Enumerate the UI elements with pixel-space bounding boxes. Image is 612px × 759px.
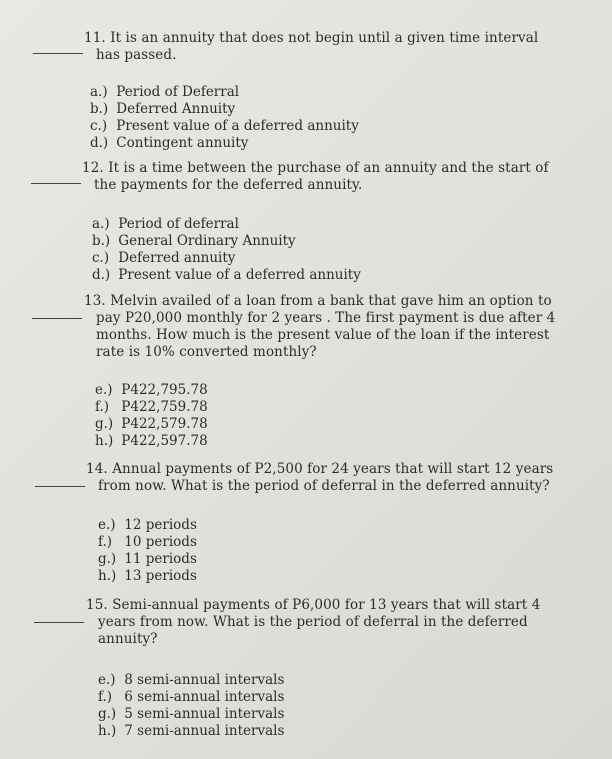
option-letter: g.) (95, 416, 114, 432)
option-letter: c.) (92, 250, 110, 266)
option-letter: b.) (92, 233, 111, 249)
question-number: 13. (84, 293, 106, 309)
question-number: 11. (84, 30, 106, 46)
option-letter: f.) (95, 399, 110, 415)
option-e[interactable] (98, 517, 197, 534)
stem-line: It is a time between the purchase of an annuity and the start of (108, 160, 549, 176)
stem-line: rate is 10% converted monthly? (96, 344, 317, 360)
option-text: Period of Deferral (116, 84, 240, 100)
answer-blank[interactable] (35, 486, 85, 487)
options-list (95, 382, 208, 450)
option-letter: h.) (95, 433, 114, 449)
option-h[interactable] (98, 568, 197, 585)
option-letter: e.) (98, 672, 116, 688)
option-g[interactable] (98, 551, 197, 568)
option-b[interactable] (90, 101, 359, 118)
stem-line: from now. What is the period of deferral in the deferred annuity? (98, 478, 550, 494)
options-list (98, 672, 284, 740)
answer-blank[interactable] (32, 318, 82, 319)
question-stem (84, 293, 555, 361)
option-h[interactable] (95, 433, 208, 450)
option-text: 5 semi-annual intervals (124, 706, 285, 722)
option-letter: g.) (98, 551, 117, 567)
answer-blank[interactable] (34, 622, 84, 623)
option-e[interactable] (98, 672, 284, 689)
option-text: 11 periods (124, 551, 197, 567)
question-stem (82, 160, 549, 194)
option-letter: b.) (90, 101, 109, 117)
option-letter: f.) (98, 689, 113, 705)
answer-blank[interactable] (31, 183, 81, 184)
option-text: Present value of a deferred annuity (116, 118, 359, 134)
question-stem (84, 30, 538, 64)
option-g[interactable] (98, 706, 284, 723)
option-letter: a.) (92, 216, 110, 232)
stem-line: has passed. (96, 47, 177, 63)
option-text: 8 semi-annual intervals (124, 672, 285, 688)
option-text: Deferred Annuity (116, 101, 236, 117)
option-text: P422,795.78 (121, 382, 208, 398)
option-h[interactable] (98, 723, 284, 740)
option-a[interactable] (92, 216, 361, 233)
question-stem (86, 461, 553, 495)
option-text: P422,759.78 (121, 399, 208, 415)
stem-line: years from now. What is the period of deferral in the deferred (98, 614, 528, 630)
option-c[interactable] (90, 118, 359, 135)
stem-line: Semi-annual payments of P6,000 for 13 years that will start 4 (112, 597, 541, 613)
option-letter: f.) (98, 534, 113, 550)
option-letter: a.) (90, 84, 108, 100)
stem-line: It is an annuity that does not begin until a given time interval (110, 30, 539, 46)
option-b[interactable] (92, 233, 361, 250)
stem-line: the payments for the deferred annuity. (94, 177, 363, 193)
question-number: 14. (86, 461, 108, 477)
option-text: P422,579.78 (121, 416, 208, 432)
option-text: Deferred annuity (118, 250, 236, 266)
answer-blank[interactable] (33, 53, 83, 54)
option-text: General Ordinary Annuity (118, 233, 296, 249)
options-list (90, 84, 359, 152)
question-stem (86, 597, 540, 648)
option-text: P422,597.78 (121, 433, 208, 449)
option-text: Contingent annuity (116, 135, 249, 151)
option-letter: h.) (98, 723, 117, 739)
option-text: Present value of a deferred annuity (118, 267, 361, 283)
option-text: 6 semi-annual intervals (124, 689, 285, 705)
option-text: 10 periods (124, 534, 197, 550)
option-a[interactable] (90, 84, 359, 101)
stem-line: Melvin availed of a loan from a bank that gave him an option to (110, 293, 552, 309)
option-d[interactable] (92, 267, 361, 284)
option-text: Period of deferral (118, 216, 239, 232)
stem-line: annuity? (98, 631, 158, 647)
stem-line: Annual payments of P2,500 for 24 years that will start 12 years (112, 461, 554, 477)
option-c[interactable] (92, 250, 361, 267)
options-list (92, 216, 361, 284)
option-letter: g.) (98, 706, 117, 722)
option-f[interactable] (95, 399, 208, 416)
options-list (98, 517, 197, 585)
question-number: 12. (82, 160, 104, 176)
option-letter: c.) (90, 118, 108, 134)
option-letter: e.) (98, 517, 116, 533)
option-text: 13 periods (124, 568, 197, 584)
stem-line: pay P20,000 monthly for 2 years . The first payment is due after 4 (96, 310, 556, 326)
stem-line: months. How much is the present value of the loan if the interest (96, 327, 550, 343)
option-f[interactable] (98, 689, 284, 706)
option-d[interactable] (90, 135, 359, 152)
option-text: 7 semi-annual intervals (124, 723, 285, 739)
option-e[interactable] (95, 382, 208, 399)
option-g[interactable] (95, 416, 208, 433)
option-text: 12 periods (124, 517, 197, 533)
option-letter: d.) (92, 267, 111, 283)
option-letter: d.) (90, 135, 109, 151)
question-number: 15. (86, 597, 108, 613)
option-letter: h.) (98, 568, 117, 584)
option-letter: e.) (95, 382, 113, 398)
option-f[interactable] (98, 534, 197, 551)
